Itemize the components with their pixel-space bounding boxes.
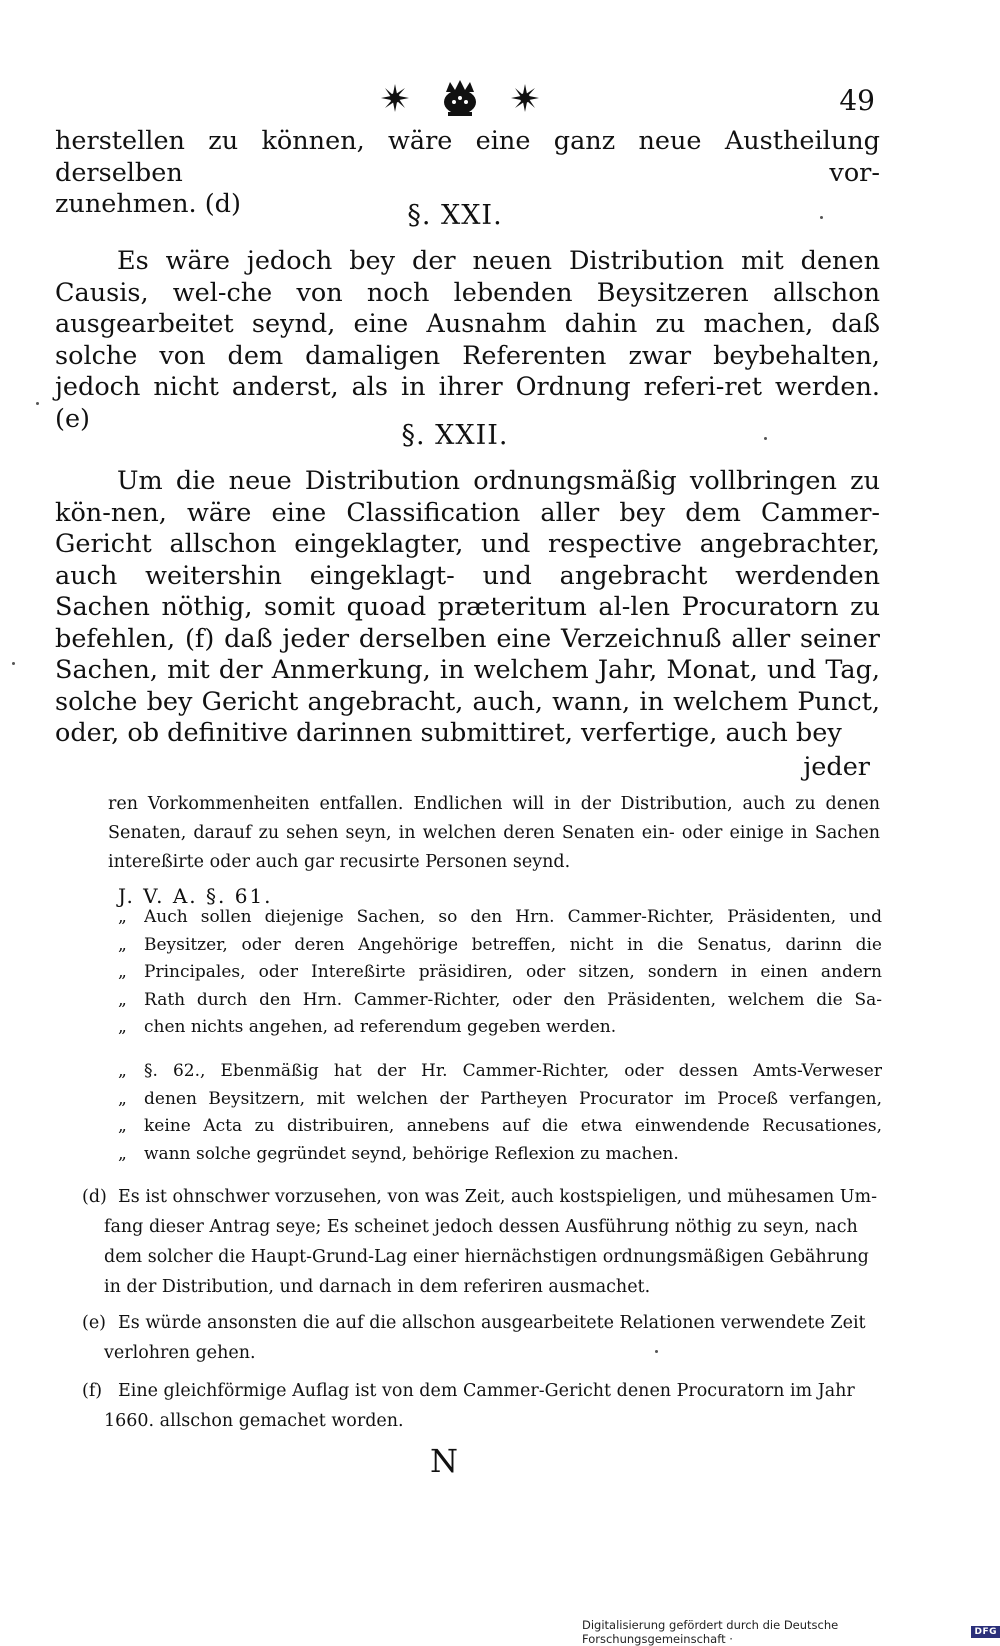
footnote-line: verlohren gehen. bbox=[104, 1343, 256, 1363]
crown-icon bbox=[438, 78, 482, 118]
catchword: jeder bbox=[803, 752, 870, 782]
paper-speck bbox=[820, 216, 823, 219]
quote-line: „ denen Beysitzern, mit welchen der Partheyen Procurator im Proceß verfangen, bbox=[118, 1088, 882, 1109]
quote-line: „ Beysitzer, oder deren Angehörige betreffen, nicht in die Senatus, darinn die bbox=[118, 934, 882, 955]
footnote-continuation: ren Vorkommenheiten entfallen. Endlichen will in der Distribution, auch zu denen Senaten, darauf zu sehen seyn, in welchen deren Senaten ein- oder einige in Sachen intereßirte oder auch gar recusirte Personen seynd. bbox=[108, 794, 880, 872]
paper-speck bbox=[36, 402, 39, 405]
footnote-line: fang dieser Antrag seye; Es scheinet jedoch dessen Ausführung nöthig zu seyn, nach bbox=[104, 1217, 858, 1237]
footnote-line: Es würde ansonsten die auf die allschon ausgearbeitete Relationen verwendete Zeit bbox=[118, 1313, 866, 1333]
star-flower-icon bbox=[510, 83, 540, 113]
reference-heading: J. V. A. §. 61. bbox=[118, 884, 273, 908]
header-ornament bbox=[380, 78, 540, 118]
section-heading-22: §. XXII. bbox=[401, 420, 509, 451]
footnote-line: Eine gleichförmige Auflag ist von dem Cammer-Gericht denen Procuratorn im Jahr bbox=[118, 1381, 855, 1401]
intro-line-2: zunehmen. (d) bbox=[55, 189, 241, 219]
paper-speck bbox=[655, 1350, 658, 1353]
quote-line: „ Principales, oder Intereßirte präsidiren, oder sitzen, sondern in einen andern bbox=[118, 962, 882, 982]
quote-line: „ keine Acta zu distribuiren, annebens auf die etwa einwendende Recusationes, bbox=[118, 1116, 882, 1136]
quote-line: „ Rath durch den Hrn. Cammer-Richter, oder den Präsidenten, welchem die Sa- bbox=[118, 989, 882, 1010]
quote-line: „ Auch sollen diejenige Sachen, so den Hrn. Cammer-Richter, Präsidenten, und bbox=[118, 907, 882, 927]
section-22-paragraph bbox=[55, 466, 880, 750]
star-flower-icon bbox=[380, 83, 410, 113]
footnote-f bbox=[82, 1376, 882, 1436]
credit-text: Digitalisierung gefördert durch die Deutsche Forschungsgemeinschaft · bbox=[582, 1618, 839, 1646]
page-number: 49 bbox=[839, 84, 875, 117]
section-heading-21: §. XXI. bbox=[407, 200, 503, 231]
quote-line: „ §. 62., Ebenmäßig hat der Hr. Cammer-Richter, oder dessen Amts-Verweser bbox=[118, 1061, 882, 1081]
footnote-marker: (e) bbox=[82, 1313, 107, 1333]
paper-speck bbox=[764, 437, 767, 440]
quote-paragraph-62 bbox=[118, 1058, 882, 1168]
section-22-text: Um die neue Distribution ordnungsmäßig vollbringen zu kön-nen, wäre eine Classification aller bey dem Cammer-Gericht allschon eingeklagter, und respective angebrachter, auch weitershin eingeklagt- und angebracht werdenden Sachen nöthig, somit quoad præteritum al-len Procuratorn zu befehlen, (f) daß jeder derselben eine Verzeichnuß aller seiner Sachen, mit der Anmerkung, in welchem Jahr, Monat, und Tag, solche bey Gericht angebracht, auch, wann, in welchem Punct, oder, ob definitive darinnen submittiret, verfertige, auch bey bbox=[55, 466, 880, 748]
footnote-e bbox=[82, 1308, 882, 1368]
intro-line-1: herstellen zu können, wäre eine ganz neue Austheilung derselben vor- bbox=[55, 126, 880, 188]
footnote-line: in der Distribution, und darnach in dem referiren ausmachet. bbox=[104, 1277, 651, 1297]
footnote-line: Es ist ohnschwer vorzusehen, von was Zeit, auch kostspieligen, und mühesamen Um- bbox=[118, 1187, 878, 1207]
signature-mark: N bbox=[430, 1442, 458, 1480]
quote-paragraph-61 bbox=[118, 904, 882, 1042]
footnote-d bbox=[82, 1182, 882, 1302]
footnote-line: 1660. allschon gemachet worden. bbox=[104, 1411, 404, 1431]
footnote-line: dem solcher die Haupt-Grund-Lag einer hiernächstigen ordnungsmäßigen Gebährung bbox=[104, 1247, 869, 1267]
quote-line: „ wann solche gegründet seynd, behörige Reflexion zu machen. bbox=[118, 1143, 679, 1164]
footnote-marker: (d) bbox=[82, 1187, 107, 1207]
footnote-marker: (f) bbox=[82, 1381, 103, 1401]
dfg-logo: DFG bbox=[971, 1626, 1000, 1638]
section-21-text: Es wäre jedoch bey der neuen Distribution mit denen Causis, wel-che von noch lebenden Beysitzeren allschon ausgearbeitet seynd, eine Ausnahm dahin zu machen, daß solche von dem damaligen Referenten zwar beybehalten, jedoch nicht anderst, als in ihrer Ordnung referi-ret werden. (e) bbox=[55, 246, 880, 434]
quote-line: „ chen nichts angehen, ad referendum gegeben werden. bbox=[118, 1017, 617, 1037]
section-21-paragraph bbox=[55, 246, 880, 435]
paper-speck bbox=[12, 662, 15, 665]
